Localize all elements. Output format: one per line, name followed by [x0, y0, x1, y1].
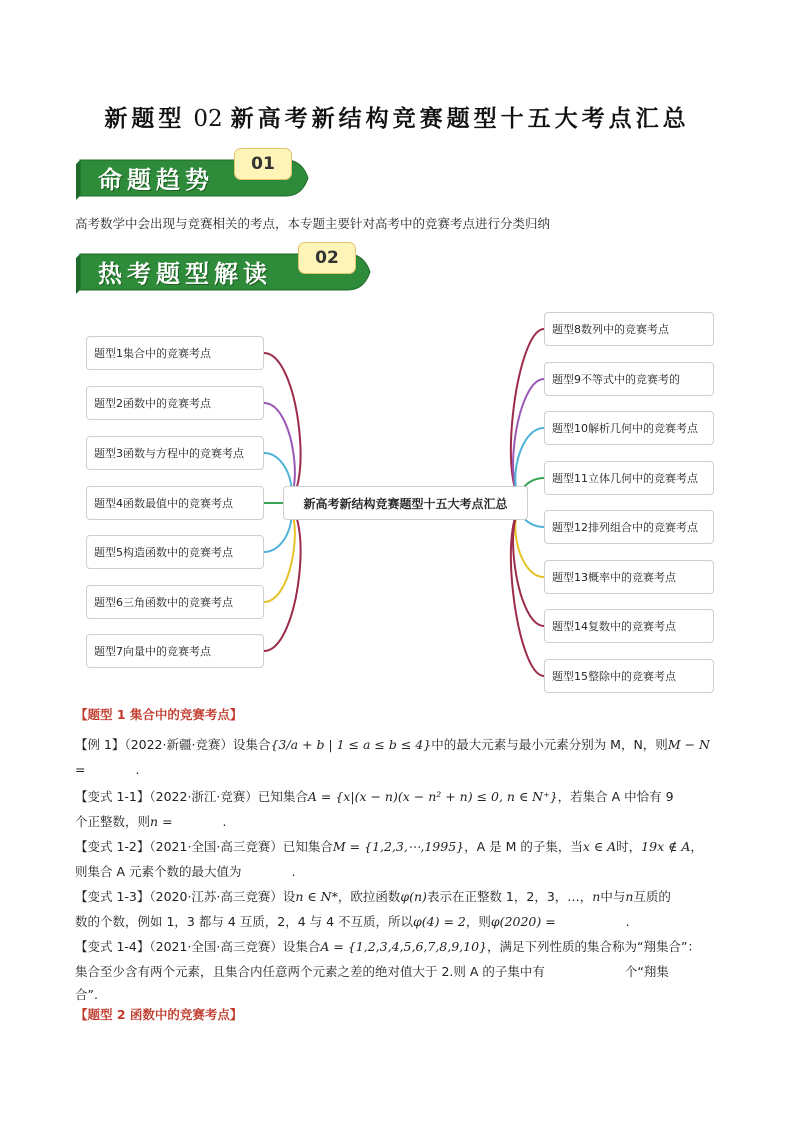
mindmap-node-right-13: 题型13概率中的竞赛考点	[544, 560, 714, 594]
variant-1-3: 【变式 1-3】（2020·江苏·高三竞赛）设n ∈ N*，欧拉函数φ(n)表示在正整数 1，2，3，…，n中与n互质的	[75, 889, 671, 904]
page-title: 新题型 02 新高考新结构竞赛题型十五大考点汇总	[104, 106, 690, 132]
variant-1-1: 【变式 1-1】（2022·浙江·竞赛）已知集合A = {x|(x − n)(x − n² + n) ≤ 0, n ∈ N⁺}，若集合 A 中恰有 9	[75, 789, 674, 804]
mindmap-node-right-15: 题型15整除中的竞赛考点	[544, 659, 714, 693]
mindmap-node-right-10: 题型10解析几何中的竞赛考点	[544, 411, 714, 445]
mindmap-node-right-8: 题型8数列中的竞赛考点	[544, 312, 714, 346]
mindmap-node-right-9: 题型9不等式中的竞赛考的	[544, 362, 714, 396]
mindmap-node-right-12: 题型12排列组合中的竞赛考点	[544, 510, 714, 544]
mindmap-node-left-6: 题型6三角函数中的竞赛考点	[86, 585, 264, 619]
variant-1-4-line2: 集合至少含有两个元素，且集合内任意两个元素之差的绝对值大于 2.则 A 的子集中有 个“翔集	[75, 964, 669, 979]
mindmap-node-left-2: 题型2函数中的竞赛考点	[86, 386, 264, 420]
example-1-answer: = .	[75, 762, 140, 777]
mindmap-center: 新高考新结构竞赛题型十五大考点汇总	[283, 486, 528, 520]
mindmap-node-right-14: 题型14复数中的竞赛考点	[544, 609, 714, 643]
mindmap-node-left-3: 题型3函数与方程中的竞赛考点	[86, 436, 264, 470]
intro-text: 高考数学中会出现与竞赛相关的考点，本专题主要针对高考中的竞赛考点进行分类归纳	[75, 216, 551, 231]
banner-badge: 01	[234, 148, 292, 180]
banner-label: 命题趋势	[98, 165, 214, 194]
mindmap-node-left-4: 题型4函数最值中的竞赛考点	[86, 486, 264, 520]
example-1: 【例 1】（2022·新疆·竞赛）设集合{3/a + b | 1 ≤ a ≤ b ≤ 4}中的最大元素与最小元素分别为 M，N，则M − N	[75, 737, 710, 752]
variant-1-2: 【变式 1-2】（2021·全国·高三竞赛）已知集合M = {1,2,3,⋯,1995}，A 是 M 的子集，当x ∈ A时，19x ∉ A，	[75, 839, 703, 854]
connector-right-9	[513, 379, 544, 503]
mindmap-node-left-7: 题型7向量中的竞赛考点	[86, 634, 264, 668]
section-heading-1: 【题型 1 集合中的竞赛考点】	[75, 707, 243, 722]
mindmap-node-right-11: 题型11立体几何中的竞赛考点	[544, 461, 714, 495]
variant-1-2-line2: 则集合 A 元素个数的最大值为 .	[75, 864, 296, 879]
banner-badge: 02	[298, 242, 356, 274]
variant-1-1-line2: 个正整数，则n = .	[75, 814, 227, 829]
banner-label: 热考题型解读	[98, 259, 272, 288]
variant-1-4-line3: 合”.	[75, 987, 98, 1002]
variant-1-3-line2: 数的个数，例如 1，3 都与 4 互质，2，4 与 4 不互质，所以φ(4) = 2，则φ(2020) = .	[75, 914, 630, 929]
mindmap-node-left-1: 题型1集合中的竞赛考点	[86, 336, 264, 370]
section-heading-2: 【题型 2 函数中的竞赛考点】	[75, 1007, 243, 1022]
mindmap-node-left-5: 题型5构造函数中的竞赛考点	[86, 535, 264, 569]
variant-1-4: 【变式 1-4】（2021·全国·高三竞赛）设集合A = {1,2,3,4,5,6,7,8,9,10}，满足下列性质的集合称为“翔集合”：	[75, 939, 700, 954]
